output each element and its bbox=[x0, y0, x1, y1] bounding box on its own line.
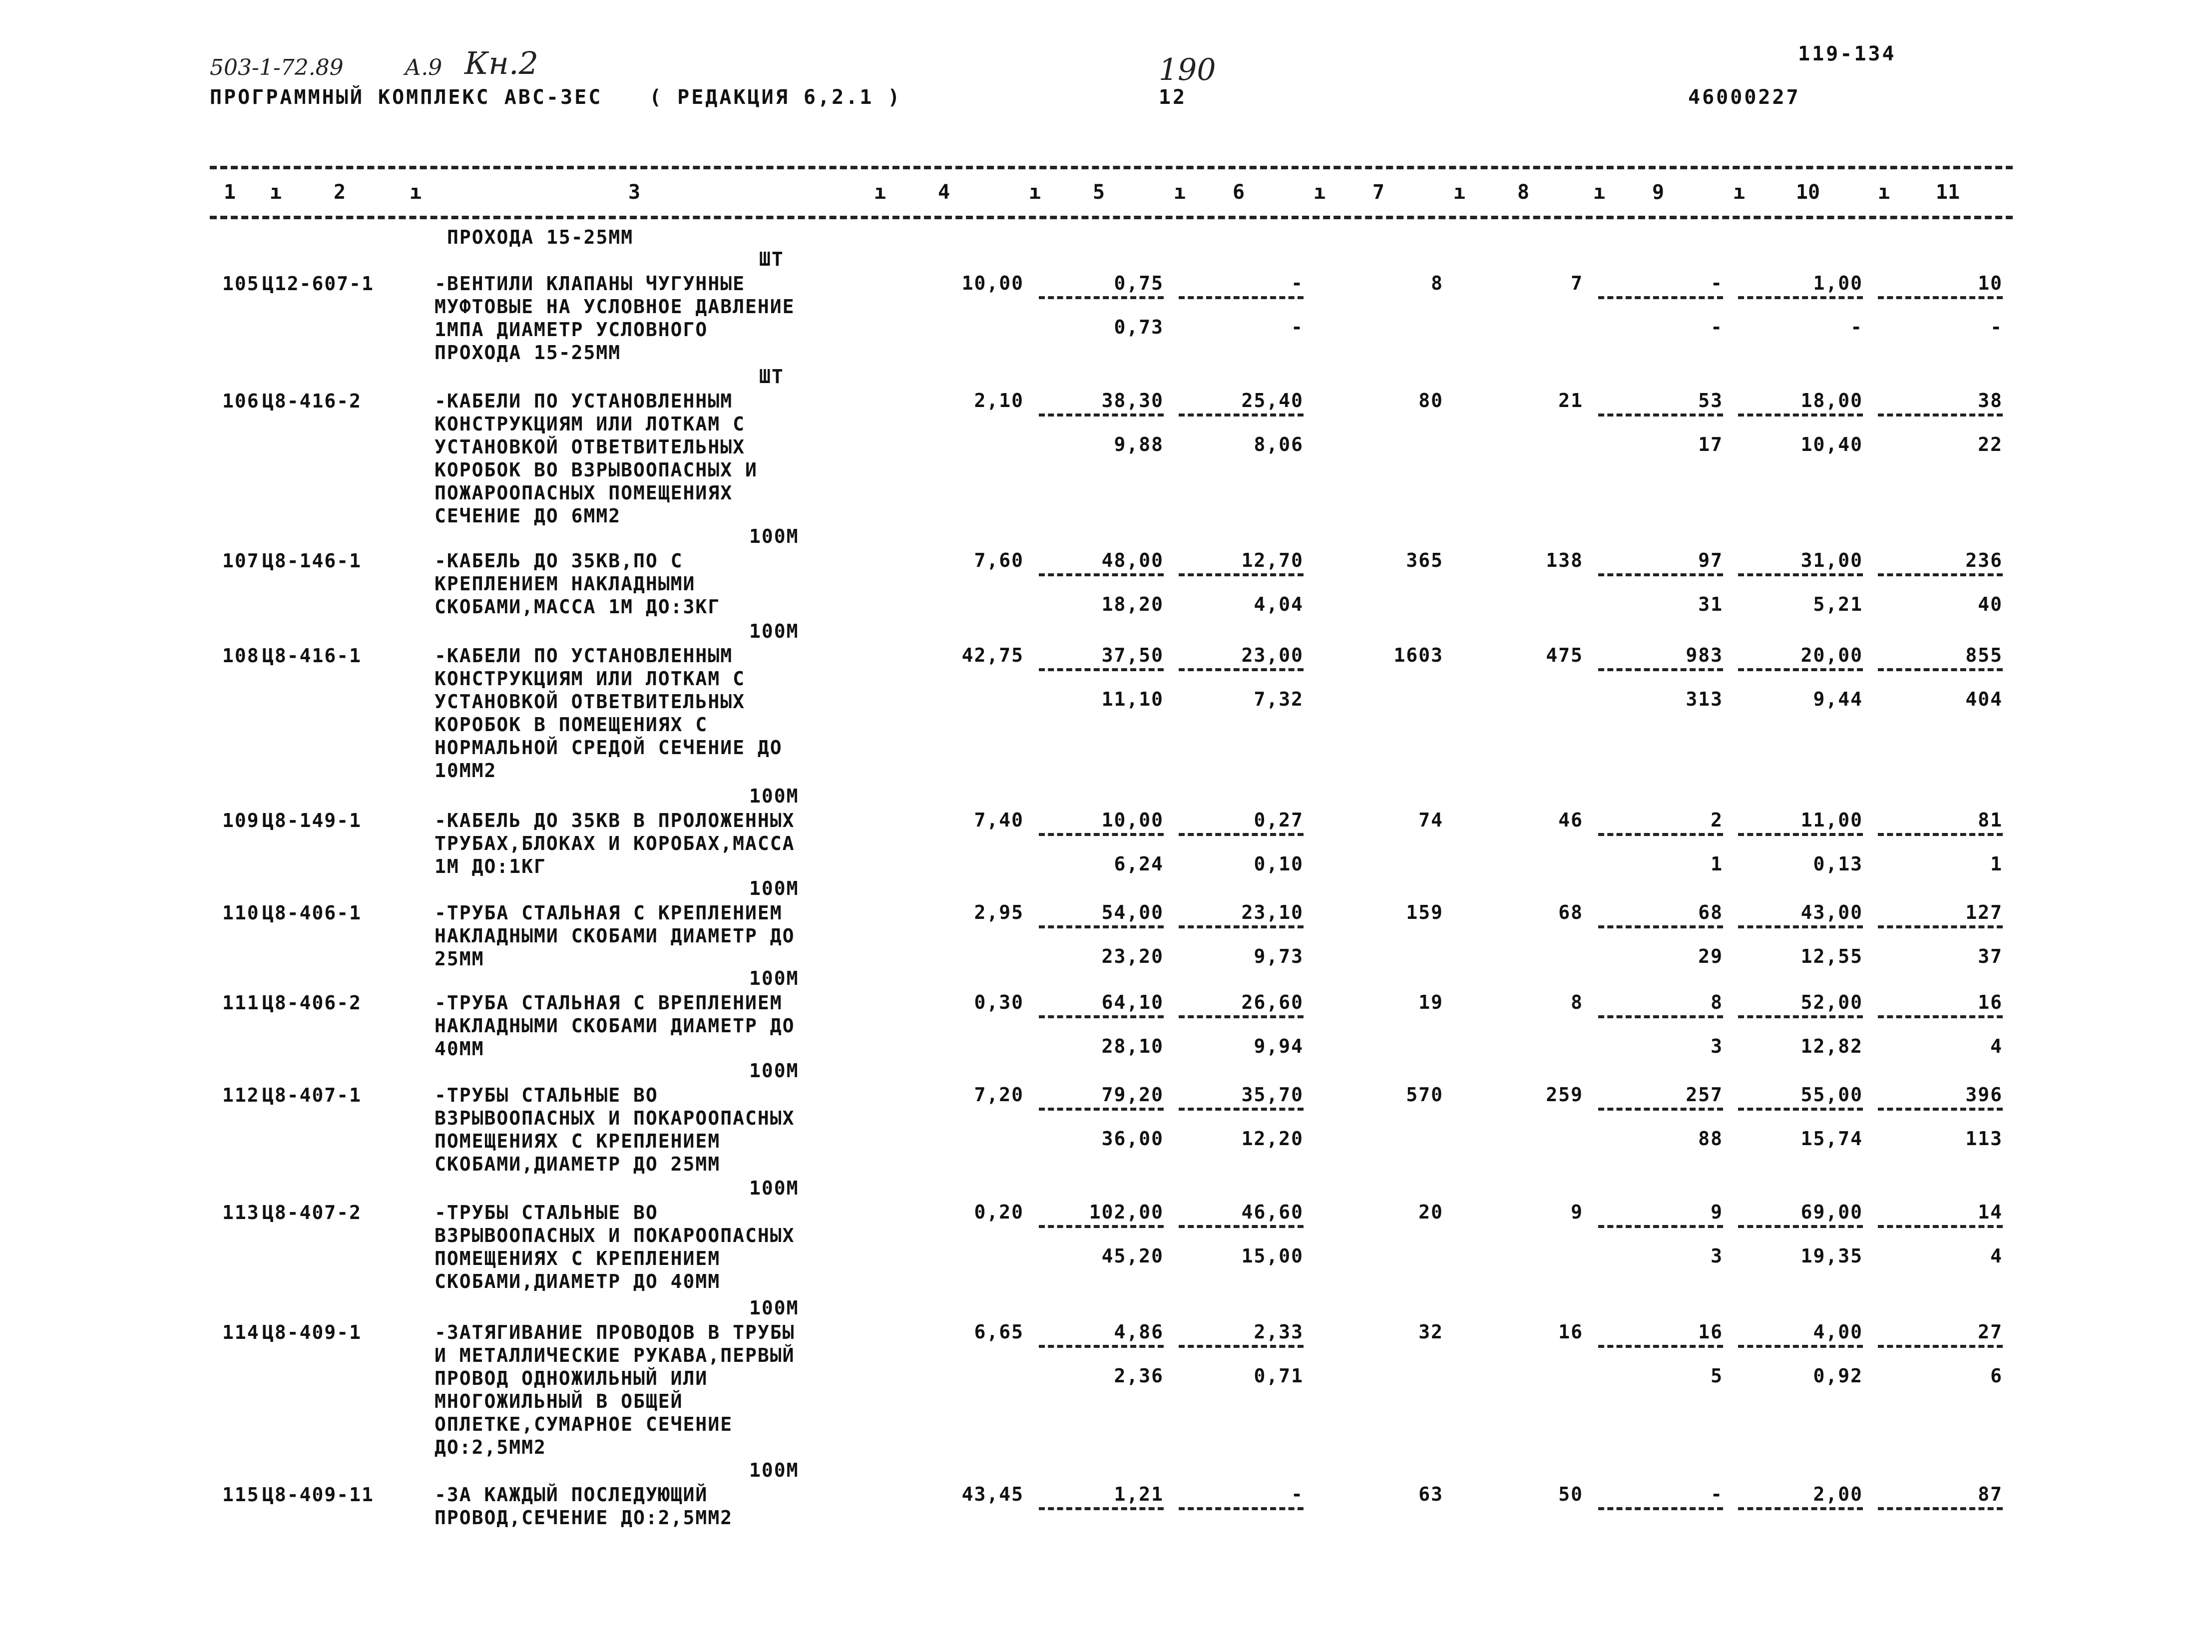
unit-cost-machine: 28,10 bbox=[1101, 1035, 1164, 1057]
machine-cost: 53 bbox=[1698, 390, 1723, 412]
labor-unit-machine: 12,55 bbox=[1800, 945, 1863, 967]
fraction-rule bbox=[1598, 668, 1723, 671]
column-header-1: 1 bbox=[223, 181, 236, 204]
row-description: -КАБЕЛЬ ДО 35КВ,ПО С КРЕПЛЕНИЕМ НАКЛАДНЫМИ СКОБАМИ,МАССА 1М ДО:3КГ bbox=[435, 550, 721, 618]
machine-cost: 8 bbox=[1711, 991, 1723, 1013]
unit-cost-wages: 25,40 bbox=[1241, 390, 1304, 412]
fraction-rule bbox=[1598, 1015, 1723, 1018]
fraction-rule bbox=[1738, 573, 1863, 576]
fraction-rule bbox=[1598, 833, 1723, 836]
unit-cost-machine-wages: 0,71 bbox=[1254, 1365, 1304, 1387]
fraction-rule bbox=[1039, 1015, 1164, 1018]
row-code: Ц8-146-1 bbox=[262, 550, 362, 572]
total-cost: 1603 bbox=[1393, 644, 1443, 666]
fraction-rule bbox=[1738, 1345, 1863, 1348]
fraction-rule bbox=[1878, 668, 2003, 671]
qty: 42,75 bbox=[961, 644, 1024, 666]
row-description: -ТРУБЫ СТАЛЬНЫЕ ВО ВЗРЫВООПАСНЫХ И ПОКАРООПАСНЫХ ПОМЕЩЕНИЯХ С КРЕПЛЕНИЕМ СКОБАМИ,ДИАМЕТР ДО 25ММ bbox=[435, 1084, 795, 1175]
row-description: -ЗА КАЖДЫЙ ПОСЛЕДУЮЩИЙ ПРОВОД,СЕЧЕНИЕ ДО:2,5ММ2 bbox=[435, 1484, 733, 1529]
unit-cost-total: 64,10 bbox=[1101, 991, 1164, 1013]
labor-unit-machine: 9,44 bbox=[1813, 688, 1863, 710]
row-unit: 100М bbox=[749, 1297, 799, 1319]
column-separator: ı bbox=[1314, 181, 1326, 204]
labor-unit: 43,00 bbox=[1800, 901, 1863, 923]
total-wages: 16 bbox=[1558, 1321, 1583, 1343]
total-wages: 46 bbox=[1558, 809, 1583, 831]
unit-cost-machine-wages: 7,32 bbox=[1254, 688, 1304, 710]
row-code: Ц8-149-1 bbox=[262, 810, 362, 831]
labor-total-machine: 113 bbox=[1965, 1128, 2003, 1150]
fraction-rule bbox=[1878, 296, 2003, 299]
machine-cost: 257 bbox=[1686, 1084, 1723, 1106]
fraction-rule bbox=[1878, 1015, 2003, 1018]
unit-cost-machine-wages: 15,00 bbox=[1241, 1245, 1304, 1267]
unit-cost-machine-wages: 4,04 bbox=[1254, 593, 1304, 615]
labor-unit-machine: 10,40 bbox=[1800, 433, 1863, 455]
labor-total: 396 bbox=[1965, 1084, 2003, 1106]
handwritten-book: Кн.2 bbox=[464, 45, 538, 81]
column-separator: ı bbox=[874, 181, 886, 204]
labor-unit-machine: - bbox=[1850, 316, 1863, 338]
column-header-3: 3 bbox=[628, 181, 641, 204]
labor-total-machine: 37 bbox=[1978, 945, 2003, 967]
labor-unit-machine: 0,92 bbox=[1813, 1365, 1863, 1387]
fraction-rule bbox=[1598, 1345, 1723, 1348]
unit-cost-machine: 6,24 bbox=[1114, 853, 1164, 875]
fraction-rule bbox=[1039, 925, 1164, 928]
unit-cost-wages: - bbox=[1291, 1483, 1304, 1505]
fraction-rule bbox=[1179, 668, 1304, 671]
row-number: 106 bbox=[222, 390, 260, 412]
unit-cost-total: 79,20 bbox=[1101, 1084, 1164, 1106]
total-cost: 32 bbox=[1418, 1321, 1443, 1343]
fraction-rule bbox=[1179, 1345, 1304, 1348]
unit-cost-machine: 23,20 bbox=[1101, 945, 1164, 967]
row-unit: 100М bbox=[749, 1459, 799, 1481]
total-cost: 80 bbox=[1418, 390, 1443, 412]
handwritten-page: 190 bbox=[1159, 52, 1216, 87]
unit-cost-total: 48,00 bbox=[1101, 549, 1164, 571]
column-separator: ı bbox=[410, 181, 422, 204]
fraction-rule bbox=[1598, 413, 1723, 416]
row-unit: 100М bbox=[749, 1060, 799, 1082]
header-rule-bottom bbox=[210, 216, 2013, 219]
fraction-rule bbox=[1738, 1225, 1863, 1228]
unit-cost-total: 37,50 bbox=[1101, 644, 1164, 666]
fraction-rule bbox=[1598, 296, 1723, 299]
fraction-rule bbox=[1878, 925, 2003, 928]
machine-cost: 16 bbox=[1698, 1321, 1723, 1343]
row-unit: 100М bbox=[749, 877, 799, 899]
labor-total-machine: 404 bbox=[1965, 688, 2003, 710]
fraction-rule bbox=[1878, 1507, 2003, 1510]
total-cost: 19 bbox=[1418, 991, 1443, 1013]
total-wages: 8 bbox=[1571, 991, 1583, 1013]
unit-cost-total: 102,00 bbox=[1089, 1201, 1164, 1223]
fraction-rule bbox=[1179, 1108, 1304, 1111]
fraction-rule bbox=[1738, 1108, 1863, 1111]
fraction-rule bbox=[1039, 1225, 1164, 1228]
column-separator: ı bbox=[1029, 181, 1041, 204]
unit-cost-total: 0,75 bbox=[1114, 272, 1164, 294]
header-rule-top bbox=[210, 166, 2013, 169]
total-cost: 74 bbox=[1418, 809, 1443, 831]
labor-unit: 4,00 bbox=[1813, 1321, 1863, 1343]
row-description: -ТРУБЫ СТАЛЬНЫЕ ВО ВЗРЫВООПАСНЫХ И ПОКАРООПАСНЫХ ПОМЕЩЕНИЯХ С КРЕПЛЕНИЕМ СКОБАМИ,ДИАМЕТР ДО 40ММ bbox=[435, 1202, 795, 1292]
fraction-rule bbox=[1039, 668, 1164, 671]
program-title: ПРОГРАММНЫЙ КОМПЛЕКС АВС-3ЕС bbox=[210, 86, 603, 109]
row-code: Ц8-406-2 bbox=[262, 992, 362, 1014]
labor-unit: 18,00 bbox=[1800, 390, 1863, 412]
page-number: 12 bbox=[1159, 86, 1187, 109]
qty: 43,45 bbox=[961, 1483, 1024, 1505]
fraction-rule bbox=[1179, 833, 1304, 836]
qty: 2,10 bbox=[974, 390, 1024, 412]
row-number: 109 bbox=[222, 810, 260, 831]
qty: 7,20 bbox=[974, 1084, 1024, 1106]
row-unit: 100М bbox=[749, 785, 799, 807]
column-header-8: 8 bbox=[1517, 181, 1530, 204]
qty: 6,65 bbox=[974, 1321, 1024, 1343]
total-cost: 20 bbox=[1418, 1201, 1443, 1223]
unit-cost-wages: 12,70 bbox=[1241, 549, 1304, 571]
machine-wages: 313 bbox=[1686, 688, 1723, 710]
machine-wages: 88 bbox=[1698, 1128, 1723, 1150]
row-code: Ц12-607-1 bbox=[262, 273, 374, 295]
labor-total: 87 bbox=[1978, 1483, 2003, 1505]
machine-cost: 68 bbox=[1698, 901, 1723, 923]
labor-total: 27 bbox=[1978, 1321, 2003, 1343]
labor-unit: 1,00 bbox=[1813, 272, 1863, 294]
row-code: Ц8-409-11 bbox=[262, 1484, 374, 1506]
unit-cost-wages: 2,33 bbox=[1254, 1321, 1304, 1343]
labor-unit: 20,00 bbox=[1800, 644, 1863, 666]
fraction-rule bbox=[1179, 925, 1304, 928]
fraction-rule bbox=[1179, 296, 1304, 299]
qty: 2,95 bbox=[974, 901, 1024, 923]
unit-cost-wages: 0,27 bbox=[1254, 809, 1304, 831]
qty: 10,00 bbox=[961, 272, 1024, 294]
row-number: 115 bbox=[222, 1484, 260, 1506]
machine-wages: 29 bbox=[1698, 945, 1723, 967]
fraction-rule bbox=[1878, 1108, 2003, 1111]
machine-cost: 97 bbox=[1698, 549, 1723, 571]
labor-total-machine: 1 bbox=[1990, 853, 2003, 875]
row-unit: ШТ bbox=[759, 366, 784, 388]
labor-total-machine: 4 bbox=[1990, 1245, 2003, 1267]
unit-cost-wages: 46,60 bbox=[1241, 1201, 1304, 1223]
fraction-rule bbox=[1738, 413, 1863, 416]
row-number: 112 bbox=[222, 1084, 260, 1106]
fraction-rule bbox=[1878, 573, 2003, 576]
total-wages: 50 bbox=[1558, 1483, 1583, 1505]
row-code: Ц8-406-1 bbox=[262, 902, 362, 924]
row-description: -ЗАТЯГИВАНИЕ ПРОВОДОВ В ТРУБЫ И МЕТАЛЛИЧЕСКИЕ РУКАВА,ПЕРВЫЙ ПРОВОД ОДНОЖИЛЬНЫЙ ИЛИ МНОГОЖИЛЬНЫЙ В ОБЩЕЙ ОПЛЕТКЕ,СУМАРНОЕ СЕЧЕНИЕ ДО:2,5ММ2 bbox=[435, 1321, 795, 1458]
column-separator: ı bbox=[1878, 181, 1890, 204]
qty: 7,40 bbox=[974, 809, 1024, 831]
unit-cost-wages: 35,70 bbox=[1241, 1084, 1304, 1106]
total-wages: 21 bbox=[1558, 390, 1583, 412]
unit-cost-wages: - bbox=[1291, 272, 1304, 294]
labor-total-machine: 6 bbox=[1990, 1365, 2003, 1387]
unit-cost-machine-wages: - bbox=[1291, 316, 1304, 338]
row-number: 110 bbox=[222, 902, 260, 924]
labor-unit: 2,00 bbox=[1813, 1483, 1863, 1505]
total-cost: 63 bbox=[1418, 1483, 1443, 1505]
edition: ( РЕДАКЦИЯ 6,2.1 ) bbox=[649, 86, 902, 109]
unit-cost-machine-wages: 12,20 bbox=[1241, 1128, 1304, 1150]
labor-total: 855 bbox=[1965, 644, 2003, 666]
total-wages: 138 bbox=[1546, 549, 1583, 571]
unit-cost-machine: 9,88 bbox=[1114, 433, 1164, 455]
column-header-6: 6 bbox=[1232, 181, 1245, 204]
unit-cost-machine-wages: 9,73 bbox=[1254, 945, 1304, 967]
row-code: Ц8-409-1 bbox=[262, 1321, 362, 1343]
unit-cost-machine: 18,20 bbox=[1101, 593, 1164, 615]
labor-total: 14 bbox=[1978, 1201, 2003, 1223]
machine-cost: - bbox=[1711, 272, 1723, 294]
fraction-rule bbox=[1738, 925, 1863, 928]
machine-wages: 17 bbox=[1698, 433, 1723, 455]
unit-cost-machine: 36,00 bbox=[1101, 1128, 1164, 1150]
machine-wages: 1 bbox=[1711, 853, 1723, 875]
fraction-rule bbox=[1179, 413, 1304, 416]
labor-total-machine: 22 bbox=[1978, 433, 2003, 455]
labor-total: 38 bbox=[1978, 390, 2003, 412]
labor-unit-machine: 15,74 bbox=[1800, 1128, 1863, 1150]
unit-cost-machine-wages: 9,94 bbox=[1254, 1035, 1304, 1057]
column-separator: ı bbox=[1593, 181, 1606, 204]
row-description: -ВЕНТИЛИ КЛАПАНЫ ЧУГУННЫЕ МУФТОВЫЕ НА УСЛОВНОЕ ДАВЛЕНИЕ 1МПА ДИАМЕТР УСЛОВНОГО ПРОХОДА 15-25ММ bbox=[435, 273, 795, 364]
fraction-rule bbox=[1878, 833, 2003, 836]
machine-wages: - bbox=[1711, 316, 1723, 338]
labor-total: 236 bbox=[1965, 549, 2003, 571]
column-separator: ı bbox=[270, 181, 282, 204]
fraction-rule bbox=[1179, 573, 1304, 576]
column-header-5: 5 bbox=[1092, 181, 1105, 204]
machine-wages: 3 bbox=[1711, 1245, 1723, 1267]
row-number: 107 bbox=[222, 550, 260, 572]
qty: 7,60 bbox=[974, 549, 1024, 571]
total-wages: 259 bbox=[1546, 1084, 1583, 1106]
fraction-rule bbox=[1878, 1225, 2003, 1228]
fraction-rule bbox=[1738, 1507, 1863, 1510]
row-code: Ц8-407-1 bbox=[262, 1084, 362, 1106]
labor-unit: 11,00 bbox=[1800, 809, 1863, 831]
column-header-10: 10 bbox=[1795, 181, 1820, 204]
row-number: 105 bbox=[222, 273, 260, 295]
column-header-9: 9 bbox=[1652, 181, 1665, 204]
labor-total: 81 bbox=[1978, 809, 2003, 831]
unit-cost-wages: 23,00 bbox=[1241, 644, 1304, 666]
row-code: Ц8-416-1 bbox=[262, 645, 362, 667]
fraction-rule bbox=[1598, 1225, 1723, 1228]
row-description: -КАБЕЛЬ ДО 35КВ В ПРОЛОЖЕННЫХ ТРУБАХ,БЛОКАХ И КОРОБАХ,МАССА 1М ДО:1КГ bbox=[435, 810, 795, 877]
machine-cost: 2 bbox=[1711, 809, 1723, 831]
total-cost: 365 bbox=[1406, 549, 1443, 571]
unit-cost-total: 4,86 bbox=[1114, 1321, 1164, 1343]
unit-cost-machine-wages: 0,10 bbox=[1254, 853, 1304, 875]
labor-total: 127 bbox=[1965, 901, 2003, 923]
fraction-rule bbox=[1738, 1015, 1863, 1018]
total-wages: 68 bbox=[1558, 901, 1583, 923]
fraction-rule bbox=[1738, 833, 1863, 836]
prev-row-tail: ПРОХОДА 15-25ММ bbox=[447, 226, 634, 248]
labor-total-machine: 40 bbox=[1978, 593, 2003, 615]
labor-unit-machine: 19,35 bbox=[1800, 1245, 1863, 1267]
unit-cost-total: 54,00 bbox=[1101, 901, 1164, 923]
column-separator: ı bbox=[1453, 181, 1466, 204]
unit-cost-machine-wages: 8,06 bbox=[1254, 433, 1304, 455]
handwritten-ref: 503-1-72.89 bbox=[210, 55, 344, 80]
machine-cost: 983 bbox=[1686, 644, 1723, 666]
row-unit: 100М bbox=[749, 967, 799, 989]
fraction-rule bbox=[1738, 668, 1863, 671]
fraction-rule bbox=[1039, 833, 1164, 836]
labor-unit: 55,00 bbox=[1800, 1084, 1863, 1106]
fraction-rule bbox=[1039, 573, 1164, 576]
unit-cost-machine: 11,10 bbox=[1101, 688, 1164, 710]
unit-cost-machine: 45,20 bbox=[1101, 1245, 1164, 1267]
fraction-rule bbox=[1598, 1507, 1723, 1510]
fraction-rule bbox=[1738, 296, 1863, 299]
labor-total-machine: - bbox=[1990, 316, 2003, 338]
doc-code: 46000227 bbox=[1688, 86, 1800, 109]
fraction-rule bbox=[1039, 296, 1164, 299]
row-description: -КАБЕЛИ ПО УСТАНОВЛЕННЫМ КОНСТРУКЦИЯМ ИЛИ ЛОТКАМ С УСТАНОВКОЙ ОТВЕТВИТЕЛЬНЫХ КОРОБОК ВО ВЗРЫВООПАСНЫХ И ПОЖАРООПАСНЫХ ПОМЕЩЕНИЯХ СЕЧЕНИЕ ДО 6ММ2 bbox=[435, 390, 758, 527]
unit-cost-wages: 23,10 bbox=[1241, 901, 1304, 923]
fraction-rule bbox=[1598, 573, 1723, 576]
row-unit: 100М bbox=[749, 1177, 799, 1199]
machine-wages: 3 bbox=[1711, 1035, 1723, 1057]
unit-cost-total: 38,30 bbox=[1101, 390, 1164, 412]
row-code: Ц8-407-2 bbox=[262, 1202, 362, 1224]
column-header-11: 11 bbox=[1935, 181, 1960, 204]
qty: 0,20 bbox=[974, 1201, 1024, 1223]
row-unit: 100М bbox=[749, 525, 799, 547]
machine-cost: - bbox=[1711, 1483, 1723, 1505]
total-wages: 7 bbox=[1571, 272, 1583, 294]
total-cost: 159 bbox=[1406, 901, 1443, 923]
row-description: -КАБЕЛИ ПО УСТАНОВЛЕННЫМ КОНСТРУКЦИЯМ ИЛИ ЛОТКАМ С УСТАНОВКОЙ ОТВЕТВИТЕЛЬНЫХ КОРОБОК В ПОМЕЩЕНИЯХ С НОРМАЛЬНОЙ СРЕДОЙ СЕЧЕНИЕ ДО 10ММ2 bbox=[435, 645, 783, 782]
machine-wages: 31 bbox=[1698, 593, 1723, 615]
row-number: 111 bbox=[222, 992, 260, 1014]
column-header-4: 4 bbox=[937, 181, 950, 204]
row-description: -ТРУБА СТАЛЬНАЯ С ВРЕПЛЕНИЕМ НАКЛАДНЫМИ СКОБАМИ ДИАМЕТР ДО 40ММ bbox=[435, 992, 795, 1060]
unit-cost-total: 1,21 bbox=[1114, 1483, 1164, 1505]
sheet-range: 119-134 bbox=[1798, 42, 1896, 65]
row-code: Ц8-416-2 bbox=[262, 390, 362, 412]
fraction-rule bbox=[1039, 1108, 1164, 1111]
fraction-rule bbox=[1039, 1345, 1164, 1348]
row-unit: 100М bbox=[749, 620, 799, 642]
labor-total-machine: 4 bbox=[1990, 1035, 2003, 1057]
fraction-rule bbox=[1598, 925, 1723, 928]
column-separator: ı bbox=[1733, 181, 1746, 204]
total-wages: 475 bbox=[1546, 644, 1583, 666]
total-cost: 570 bbox=[1406, 1084, 1443, 1106]
fraction-rule bbox=[1039, 413, 1164, 416]
labor-unit: 69,00 bbox=[1800, 1201, 1863, 1223]
row-number: 113 bbox=[222, 1202, 260, 1224]
total-cost: 8 bbox=[1431, 272, 1443, 294]
labor-unit-machine: 5,21 bbox=[1813, 593, 1863, 615]
labor-total: 10 bbox=[1978, 272, 2003, 294]
unit-cost-machine: 0,73 bbox=[1114, 316, 1164, 338]
labor-unit: 31,00 bbox=[1800, 549, 1863, 571]
labor-unit: 52,00 bbox=[1800, 991, 1863, 1013]
column-header-7: 7 bbox=[1372, 181, 1385, 204]
machine-cost: 9 bbox=[1711, 1201, 1723, 1223]
row-unit: ШТ bbox=[759, 248, 784, 270]
fraction-rule bbox=[1179, 1015, 1304, 1018]
column-header-2: 2 bbox=[333, 181, 346, 204]
fraction-rule bbox=[1039, 1507, 1164, 1510]
total-wages: 9 bbox=[1571, 1201, 1583, 1223]
unit-cost-machine: 2,36 bbox=[1114, 1365, 1164, 1387]
row-number: 114 bbox=[222, 1321, 260, 1343]
unit-cost-wages: 26,60 bbox=[1241, 991, 1304, 1013]
row-description: -ТРУБА СТАЛЬНАЯ С КРЕПЛЕНИЕМ НАКЛАДНЫМИ СКОБАМИ ДИАМЕТР ДО 25ММ bbox=[435, 902, 795, 970]
column-separator: ı bbox=[1174, 181, 1186, 204]
qty: 0,30 bbox=[974, 991, 1024, 1013]
labor-unit-machine: 12,82 bbox=[1800, 1035, 1863, 1057]
fraction-rule bbox=[1878, 413, 2003, 416]
fraction-rule bbox=[1878, 1345, 2003, 1348]
fraction-rule bbox=[1598, 1108, 1723, 1111]
fraction-rule bbox=[1179, 1507, 1304, 1510]
labor-unit-machine: 0,13 bbox=[1813, 853, 1863, 875]
row-number: 108 bbox=[222, 645, 260, 667]
handwritten-album: А.9 bbox=[405, 55, 442, 80]
unit-cost-total: 10,00 bbox=[1101, 809, 1164, 831]
labor-total: 16 bbox=[1978, 991, 2003, 1013]
fraction-rule bbox=[1179, 1225, 1304, 1228]
machine-wages: 5 bbox=[1711, 1365, 1723, 1387]
